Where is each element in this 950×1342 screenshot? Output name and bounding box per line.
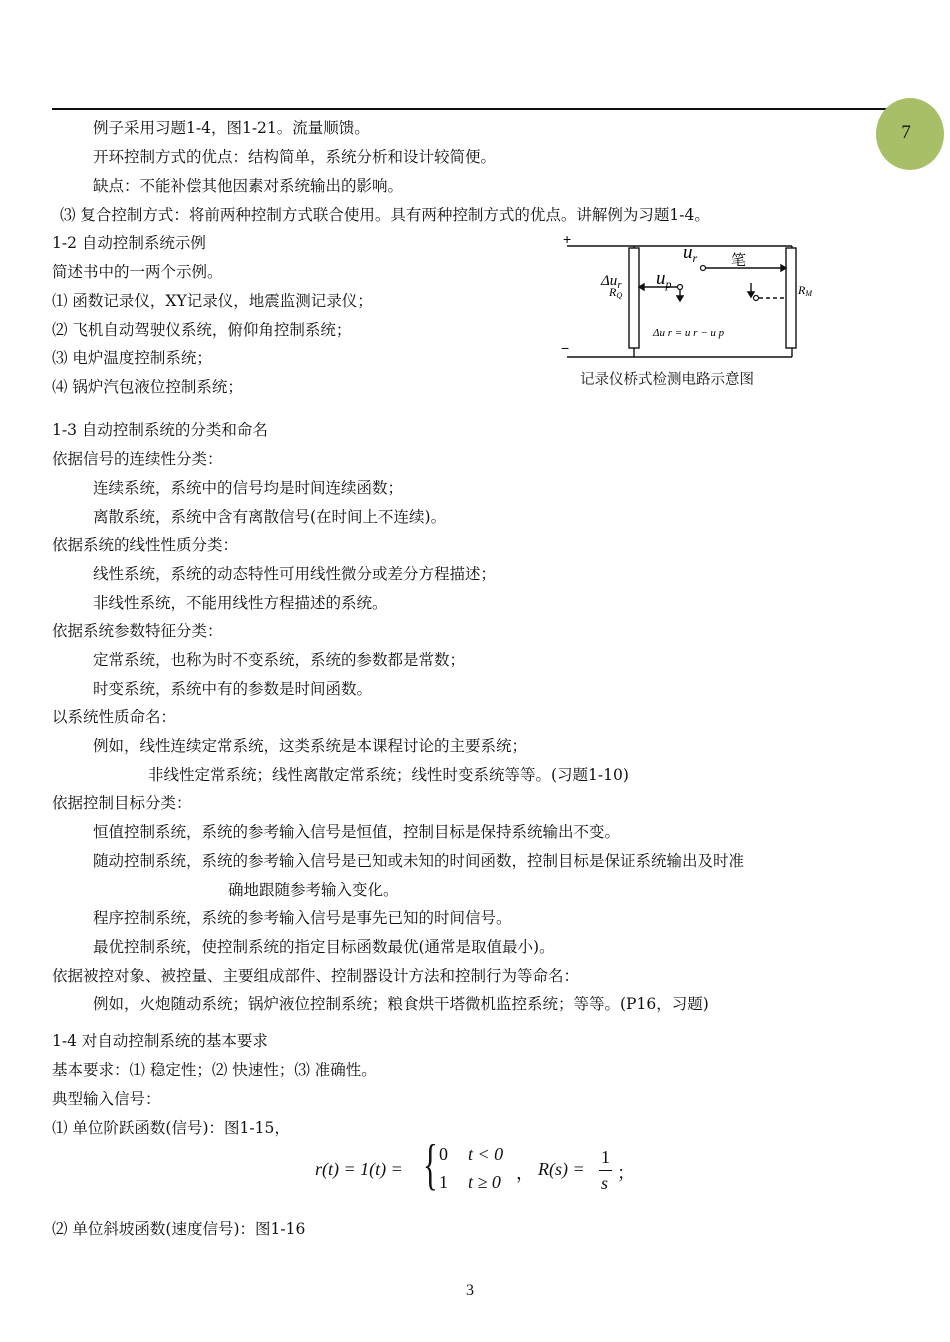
text-line: 例如，火炮随动系统；锅炉液位控制系统；粮食烘干塔微机监控系统；等等。(P16，习题)	[93, 995, 709, 1013]
text-line: 确地跟随参考输入变化。	[228, 881, 399, 899]
formula-case2-value: 1	[439, 1172, 448, 1192]
formula-case1-value: 0	[439, 1144, 448, 1164]
text-line: 以系统性质命名：	[52, 708, 177, 726]
up-down-arrow	[677, 296, 683, 301]
list-item: ⑵ 单位斜坡函数(速度信号)：图1-16	[52, 1220, 306, 1238]
up-terminal	[678, 285, 683, 290]
plus-label: +	[563, 231, 572, 247]
diagram-caption: 记录仪桥式检测电路示意图	[580, 372, 754, 388]
text-line: 最优控制系统，使控制系统的指定目标函数最优(通常是取值最小)。	[93, 938, 555, 956]
text-line: 非线性定常系统；线性离散定常系统；线性时变系统等等。(习题1-10)	[148, 766, 629, 784]
text-line: 随动控制系统，系统的参考输入信号是已知或未知的时间函数，控制目标是保证系统输出及时准	[93, 852, 745, 870]
pen-down-arrow	[748, 292, 754, 297]
header-rule	[52, 108, 898, 110]
text-line: 典型输入信号：	[52, 1090, 161, 1108]
pen-label: 笔	[731, 251, 747, 269]
formula-case2-cond: t ≥ 0	[468, 1172, 501, 1192]
text-line: ⑶ 复合控制方式：将前两种控制方式联合使用。具有两种控制方式的优点。讲解例为习题1-4。	[60, 206, 710, 224]
page-number: 3	[466, 1282, 474, 1299]
formula-fraction-bar	[599, 1170, 612, 1171]
minus-label: −	[561, 340, 570, 356]
text-line: 定常系统，也称为时不变系统，系统的参数都是常数；	[93, 651, 466, 669]
text-line: 时变系统，系统中有的参数是时间函数。	[93, 680, 373, 698]
text-line: 恒值控制系统，系统的参考输入信号是恒值，控制目标是保持系统输出不变。	[93, 823, 621, 841]
section-heading: 1-3 自动控制系统的分类和命名	[52, 421, 268, 439]
formula-brace: {	[423, 1134, 438, 1196]
formula-separator: ，	[516, 1163, 534, 1183]
list-item: ⑴ 函数记录仪，XY记录仪，地震监测记录仪；	[52, 292, 373, 310]
rm-label: RM	[798, 283, 813, 298]
list-item: ⑶ 电炉温度控制系统；	[52, 349, 212, 367]
ur-terminal	[701, 266, 706, 271]
list-item: ⑷ 锅炉汽包液位控制系统；	[52, 378, 243, 396]
resistor-rq	[629, 248, 639, 348]
text-line: ⑴ 单位阶跃函数(信号)：图1-15，	[52, 1119, 290, 1137]
circuit-svg	[555, 228, 835, 366]
formula-numerator: 1	[601, 1147, 610, 1167]
text-line: 非线性系统，不能用线性方程描述的系统。	[93, 594, 388, 612]
ur-label: $u_r$	[683, 242, 698, 265]
formula-laplace-lhs: R(s) =	[538, 1159, 585, 1179]
text-line: 开环控制方式的优点：结构简单，系统分析和设计较简便。	[93, 148, 497, 166]
text-line: 程序控制系统，系统的参考输入信号是事先已知的时间信号。	[93, 909, 512, 927]
section-heading: 1-2 自动控制系统示例	[52, 234, 206, 252]
formula-end: ；	[617, 1163, 635, 1183]
rq-label: RQ	[609, 285, 623, 300]
text-line: 连续系统，系统中的信号均是时间连续函数；	[93, 479, 404, 497]
text-line: 依据系统参数特征分类：	[52, 622, 223, 640]
ur-arrowhead	[781, 265, 786, 271]
page-badge: 7	[876, 98, 944, 170]
text-line: 简述书中的一两个示例。	[52, 263, 223, 281]
text-line: 依据信号的连续性分类：	[52, 450, 223, 468]
up-arrowhead	[639, 284, 644, 290]
text-line: 依据控制目标分类：	[52, 794, 192, 812]
text-line: 例子采用习题1-4，图1-21。流量顺馈。	[93, 119, 370, 137]
formula-case1-cond: t < 0	[468, 1144, 504, 1164]
text-line: 依据系统的线性性质分类：	[52, 536, 239, 554]
list-item: ⑵ 飞机自动驾驶仪系统，俯仰角控制系统；	[52, 321, 352, 339]
text-line: 例如，线性连续定常系统，这类系统是本课程讨论的主要系统；	[93, 737, 528, 755]
section-heading: 1-4 对自动控制系统的基本要求	[52, 1032, 268, 1050]
resistor-rm	[786, 248, 796, 348]
text-line: 线性系统，系统的动态特性可用线性微分或差分方程描述；	[93, 565, 497, 583]
text-line: 基本要求：⑴ 稳定性；⑵ 快速性；⑶ 准确性。	[52, 1061, 377, 1079]
text-line: 依据被控对象、被控量、主要组成部件、控制器设计方法和控制行为等命名：	[52, 967, 580, 985]
formula-lhs: r(t) = 1(t) =	[315, 1159, 403, 1179]
text-line: 离散系统，系统中含有离散信号(在时间上不连续)。	[93, 508, 447, 526]
delta-equation: Δu r = u r − u p	[653, 327, 725, 339]
pen-terminal	[754, 296, 759, 301]
up-label: $u_p$	[656, 268, 672, 291]
formula-denominator: s	[601, 1173, 609, 1193]
text-line: 缺点：不能补偿其他因素对系统输出的影响。	[93, 177, 404, 195]
delta-ur-label: $\Delta u_r$	[601, 273, 622, 291]
bridge-circuit-diagram	[555, 228, 835, 366]
